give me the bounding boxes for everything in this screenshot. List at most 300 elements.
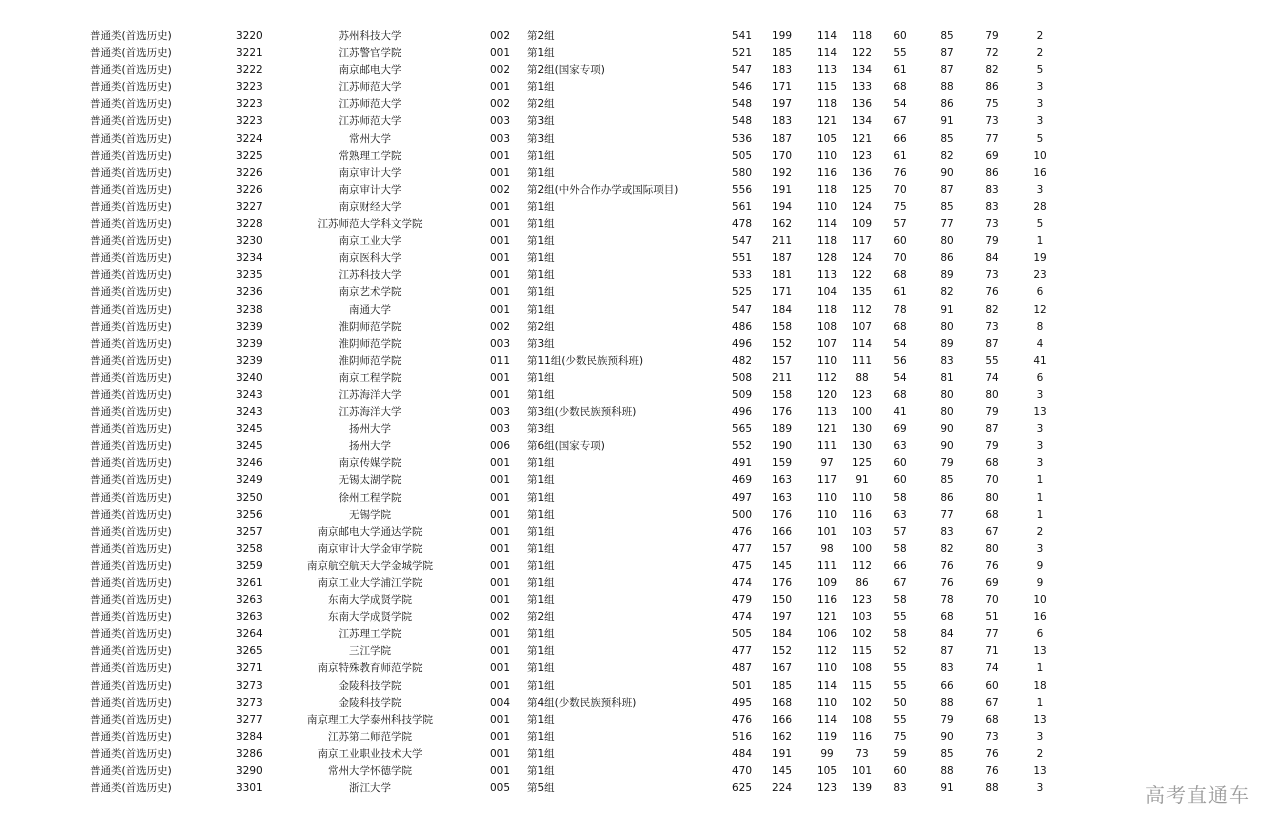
table-cell: 001: [490, 200, 511, 213]
table-cell: 541: [732, 30, 753, 42]
table-cell: 61: [893, 286, 907, 299]
table-cell: 3249: [236, 474, 263, 487]
table-cell: 80: [940, 388, 954, 401]
table-cell: 3277: [236, 713, 263, 726]
table-row: [0, 62, 1280, 79]
table-row: [0, 421, 1280, 438]
table-cell: 5: [1036, 132, 1044, 145]
table-cell: 3223: [236, 115, 263, 128]
table-cell: 110: [816, 200, 838, 213]
table-cell: 115: [851, 679, 873, 692]
table-row: [0, 592, 1280, 609]
table-cell: 71: [985, 645, 999, 658]
table-cell: 547: [732, 64, 753, 77]
table-row: [0, 455, 1280, 472]
table-cell: 108: [851, 662, 873, 675]
table-cell: 普通类(首选历史): [90, 474, 172, 487]
table-cell: 第2组: [527, 30, 555, 42]
table-cell: 67: [985, 696, 999, 709]
table-cell: 73: [985, 115, 999, 128]
table-cell: 86: [985, 81, 999, 94]
table-cell: 3: [1036, 388, 1044, 401]
table-cell: 001: [490, 81, 511, 94]
table-row: [0, 96, 1280, 113]
table-cell: 3225: [236, 149, 263, 162]
table-cell: 001: [490, 218, 511, 231]
table-cell: 3273: [236, 679, 263, 692]
table-cell: 普通类(首选历史): [90, 440, 172, 453]
table-cell: 57: [893, 218, 907, 231]
table-cell: 第1组: [527, 747, 555, 760]
table-cell: 3257: [236, 525, 263, 538]
table-row: [0, 182, 1280, 199]
table-cell: 79: [985, 440, 999, 453]
table-cell: 61: [893, 64, 907, 77]
table-cell: 006: [490, 440, 511, 453]
table-cell: 56: [893, 354, 907, 367]
table-cell: 28: [1033, 200, 1047, 213]
table-cell: 197: [771, 611, 793, 624]
table-cell: 南京工业大学浦江学院: [317, 577, 423, 589]
table-cell: 83: [940, 354, 954, 367]
table-cell: 普通类(首选历史): [90, 713, 172, 726]
table-cell: 普通类(首选历史): [90, 645, 172, 658]
table-cell: 第1组: [527, 713, 555, 726]
table-cell: 3236: [236, 286, 263, 299]
table-cell: 68: [893, 388, 907, 401]
table-cell: 第1组: [527, 594, 555, 607]
table-cell: 002: [490, 320, 511, 333]
table-cell: 109: [851, 218, 873, 231]
table-cell: 66: [893, 559, 907, 572]
table-cell: 第2组: [527, 320, 555, 333]
table-row: [0, 250, 1280, 267]
table-cell: 南通大学: [349, 303, 391, 316]
table-cell: 13: [1033, 406, 1047, 419]
table-cell: 3: [1036, 98, 1044, 111]
table-cell: 普通类(首选历史): [90, 115, 172, 128]
table-row: [0, 28, 1280, 45]
table-cell: 普通类(首选历史): [90, 252, 172, 265]
table-cell: 第1组: [527, 508, 555, 521]
table-cell: 110: [816, 696, 838, 709]
table-cell: 121: [816, 423, 838, 436]
table-cell: 69: [985, 149, 999, 162]
table-cell: 103: [851, 525, 873, 538]
table-cell: 001: [490, 645, 511, 658]
table-cell: 常州大学怀德学院: [328, 765, 412, 778]
table-cell: 001: [490, 508, 511, 521]
table-row: [0, 148, 1280, 165]
table-cell: 南京理工大学泰州科技学院: [307, 713, 433, 726]
table-cell: 第1组: [527, 474, 555, 487]
table-cell: 江苏师范大学科文学院: [317, 218, 423, 231]
table-cell: 122: [851, 269, 873, 282]
table-cell: 南京特殊教育师范学院: [317, 662, 423, 675]
table-cell: 55: [893, 611, 907, 624]
table-cell: 477: [732, 542, 753, 555]
table-cell: 第3组(少数民族预科班): [527, 406, 637, 419]
table-cell: 第1组: [527, 200, 555, 213]
table-cell: 82: [940, 286, 954, 299]
table-cell: 110: [816, 662, 838, 675]
table-cell: 110: [816, 508, 838, 521]
table-cell: 6: [1036, 628, 1044, 641]
table-cell: 67: [893, 577, 907, 589]
table-cell: 88: [940, 81, 954, 94]
table-cell: 552: [732, 440, 753, 453]
table-cell: 70: [985, 594, 999, 607]
table-cell: 136: [851, 98, 873, 111]
table-cell: 185: [771, 47, 793, 60]
table-cell: 478: [732, 218, 753, 231]
table-cell: 南京工业职业技术大学: [317, 747, 423, 760]
table-cell: 114: [816, 218, 838, 231]
table-cell: 浙江大学: [349, 782, 391, 795]
table-cell: 484: [732, 747, 753, 760]
table-cell: 474: [732, 577, 753, 589]
table-cell: 63: [893, 440, 907, 453]
table-cell: 3: [1036, 542, 1044, 555]
table-cell: 003: [490, 423, 511, 436]
table-cell: 525: [732, 286, 753, 299]
table-cell: 普通类(首选历史): [90, 406, 172, 419]
table-row: [0, 558, 1280, 575]
table-cell: 普通类(首选历史): [90, 491, 172, 504]
table-cell: 南京邮电大学通达学院: [317, 525, 423, 538]
table-cell: 3220: [236, 30, 263, 42]
table-cell: 普通类(首选历史): [90, 269, 172, 282]
table-cell: 001: [490, 235, 511, 248]
table-cell: 533: [732, 269, 753, 282]
table-cell: 1: [1036, 235, 1044, 248]
table-cell: 6: [1036, 371, 1044, 384]
table-cell: 88: [940, 765, 954, 778]
table-cell: 68: [940, 611, 954, 624]
table-cell: 3290: [236, 765, 263, 778]
table-cell: 82: [940, 149, 954, 162]
table-cell: 普通类(首选历史): [90, 47, 172, 60]
table-cell: 118: [816, 235, 838, 248]
table-cell: 普通类(首选历史): [90, 594, 172, 607]
table-row: [0, 319, 1280, 336]
table-cell: 107: [816, 337, 838, 350]
table-cell: 108: [851, 713, 873, 726]
table-cell: 金陵科技学院: [338, 679, 402, 692]
table-cell: 3: [1036, 440, 1044, 453]
table-cell: 60: [893, 474, 907, 487]
table-cell: 普通类(首选历史): [90, 81, 172, 94]
table-cell: 011: [490, 354, 511, 367]
table-cell: 86: [940, 252, 954, 265]
table-cell: 87: [940, 64, 954, 77]
table-cell: 211: [771, 371, 793, 384]
table-cell: 192: [771, 166, 793, 179]
table-cell: 3256: [236, 508, 263, 521]
table-row: [0, 370, 1280, 387]
table-cell: 166: [771, 525, 793, 538]
table-cell: 3246: [236, 457, 263, 470]
table-cell: 南京审计大学: [338, 183, 402, 196]
table-cell: 112: [816, 645, 838, 658]
table-cell: 第1组: [527, 679, 555, 692]
table-cell: 001: [490, 525, 511, 538]
table-cell: 第1组: [527, 491, 555, 504]
table-cell: 121: [816, 115, 838, 128]
table-cell: 5: [1036, 218, 1044, 231]
table-cell: 479: [732, 594, 753, 607]
table-row: [0, 199, 1280, 216]
table-cell: 86: [940, 98, 954, 111]
table-cell: 112: [816, 371, 838, 384]
table-cell: 580: [732, 166, 753, 179]
table-cell: 171: [771, 81, 793, 94]
table-cell: 75: [893, 200, 907, 213]
table-cell: 扬州大学: [349, 440, 391, 453]
table-cell: 66: [893, 132, 907, 145]
table-cell: 第1组: [527, 235, 555, 248]
table-row: [0, 438, 1280, 455]
table-cell: 3238: [236, 303, 263, 316]
table-cell: 001: [490, 542, 511, 555]
table-cell: 3273: [236, 696, 263, 709]
table-cell: 普通类(首选历史): [90, 662, 172, 675]
table-cell: 普通类(首选历史): [90, 525, 172, 538]
table-cell: 90: [940, 440, 954, 453]
table-cell: 第1组: [527, 166, 555, 179]
table-cell: 79: [940, 713, 954, 726]
table-cell: 105: [816, 132, 838, 145]
table-cell: 普通类(首选历史): [90, 782, 172, 795]
table-cell: 70: [893, 252, 907, 265]
table-cell: 3243: [236, 406, 263, 419]
table-cell: 114: [816, 713, 838, 726]
table-cell: 158: [771, 388, 793, 401]
table-cell: 普通类(首选历史): [90, 371, 172, 384]
table-cell: 85: [940, 200, 954, 213]
table-cell: 505: [732, 149, 753, 162]
table-cell: 3263: [236, 594, 263, 607]
table-cell: 117: [851, 235, 873, 248]
table-cell: 3271: [236, 662, 263, 675]
table-cell: 第1组: [527, 371, 555, 384]
table-cell: 158: [771, 320, 793, 333]
table-cell: 79: [985, 30, 999, 42]
table-cell: 52: [893, 645, 907, 658]
table-cell: 72: [985, 47, 999, 60]
table-row: [0, 678, 1280, 695]
table-row: [0, 165, 1280, 182]
table-cell: 江苏理工学院: [338, 628, 402, 641]
table-cell: 60: [893, 30, 907, 42]
table-cell: 123: [816, 782, 838, 795]
table-cell: 淮阴师范学院: [338, 320, 402, 333]
table-cell: 117: [816, 474, 838, 487]
table-cell: 8: [1036, 320, 1044, 333]
table-cell: 001: [490, 577, 511, 589]
table-cell: 80: [940, 406, 954, 419]
table-cell: 91: [940, 115, 954, 128]
table-cell: 114: [851, 337, 873, 350]
table-cell: 003: [490, 406, 511, 419]
table-cell: 114: [816, 47, 838, 60]
table-cell: 68: [893, 81, 907, 94]
table-cell: 86: [855, 577, 869, 589]
table-cell: 第2组: [527, 98, 555, 111]
table-cell: 3261: [236, 577, 263, 589]
table-cell: 76: [893, 166, 907, 179]
table-cell: 516: [732, 730, 753, 743]
table-cell: 55: [893, 713, 907, 726]
table-cell: 123: [851, 594, 873, 607]
table-cell: 80: [985, 491, 999, 504]
table-cell: 南京航空航天大学金城学院: [307, 559, 433, 572]
table-cell: 501: [732, 679, 753, 692]
table-cell: 13: [1033, 713, 1047, 726]
table-cell: 淮阴师范学院: [338, 354, 402, 367]
table-cell: 508: [732, 371, 753, 384]
table-cell: 84: [940, 628, 954, 641]
table-cell: 565: [732, 423, 753, 436]
table-cell: 163: [771, 474, 793, 487]
table-cell: 001: [490, 457, 511, 470]
table-cell: 115: [851, 645, 873, 658]
table-cell: 6: [1036, 286, 1044, 299]
table-cell: 124: [851, 200, 873, 213]
table-cell: 第2组(国家专项): [527, 64, 605, 77]
table-cell: 118: [816, 183, 838, 196]
table-cell: 75: [893, 730, 907, 743]
table-cell: 78: [893, 303, 907, 316]
table-cell: 497: [732, 491, 753, 504]
table-cell: 116: [851, 730, 873, 743]
table-cell: 199: [771, 30, 793, 42]
table-cell: 东南大学成贤学院: [328, 611, 412, 624]
table-cell: 3228: [236, 218, 263, 231]
table-cell: 134: [851, 64, 873, 77]
table-cell: 3230: [236, 235, 263, 248]
table-cell: 108: [816, 320, 838, 333]
table-cell: 普通类(首选历史): [90, 730, 172, 743]
table-cell: 003: [490, 115, 511, 128]
table-cell: 80: [940, 235, 954, 248]
table-cell: 3301: [236, 782, 263, 795]
table-cell: 176: [771, 577, 793, 589]
table-cell: 普通类(首选历史): [90, 183, 172, 196]
table-cell: 67: [985, 525, 999, 538]
table-row: [0, 284, 1280, 301]
table-cell: 73: [985, 320, 999, 333]
table-cell: 13: [1033, 765, 1047, 778]
table-cell: 66: [940, 679, 954, 692]
table-cell: 83: [985, 183, 999, 196]
table-cell: 476: [732, 525, 753, 538]
score-table: [0, 28, 1280, 797]
table-cell: 第1组: [527, 218, 555, 231]
table-cell: 1: [1036, 474, 1044, 487]
table-cell: 124: [851, 252, 873, 265]
table-cell: 普通类(首选历史): [90, 696, 172, 709]
table-cell: 001: [490, 149, 511, 162]
table-cell: 001: [490, 747, 511, 760]
table-cell: 100: [851, 542, 873, 555]
table-cell: 496: [732, 406, 753, 419]
table-cell: 60: [893, 235, 907, 248]
table-cell: 145: [771, 765, 793, 778]
table-cell: 184: [771, 628, 793, 641]
table-cell: 73: [985, 218, 999, 231]
table-row: [0, 575, 1280, 592]
table-cell: 118: [816, 303, 838, 316]
table-cell: 58: [893, 542, 907, 555]
table-row: [0, 336, 1280, 353]
table-cell: 第3组: [527, 132, 555, 145]
table-cell: 134: [851, 115, 873, 128]
table-cell: 509: [732, 388, 753, 401]
table-cell: 145: [771, 559, 793, 572]
table-cell: 普通类(首选历史): [90, 235, 172, 248]
table-cell: 第2组: [527, 611, 555, 624]
table-cell: 152: [771, 337, 793, 350]
table-cell: 111: [816, 559, 838, 572]
table-cell: 487: [732, 662, 753, 675]
table-cell: 3250: [236, 491, 263, 504]
table-cell: 87: [940, 47, 954, 60]
table-cell: 482: [732, 354, 753, 367]
table-cell: 68: [985, 457, 999, 470]
table-cell: 55: [893, 662, 907, 675]
table-cell: 南京医科大学: [338, 252, 402, 265]
table-cell: 第1组: [527, 388, 555, 401]
table-cell: 普通类(首选历史): [90, 457, 172, 470]
table-cell: 12: [1033, 303, 1047, 316]
table-cell: 3264: [236, 628, 263, 641]
table-cell: 54: [893, 337, 907, 350]
table-cell: 3221: [236, 47, 263, 60]
table-cell: 2: [1036, 747, 1044, 760]
table-cell: 2: [1036, 30, 1044, 42]
table-cell: 002: [490, 30, 511, 42]
table-cell: 3286: [236, 747, 263, 760]
table-cell: 77: [985, 132, 999, 145]
table-cell: 68: [893, 269, 907, 282]
table-cell: 南京财经大学: [338, 200, 402, 213]
table-cell: 119: [816, 730, 838, 743]
table-cell: 88: [855, 371, 869, 384]
table-cell: 普通类(首选历史): [90, 218, 172, 231]
table-cell: 16: [1033, 611, 1047, 624]
table-cell: 001: [490, 559, 511, 572]
table-cell: 3: [1036, 115, 1044, 128]
table-cell: 55: [893, 47, 907, 60]
table-row: [0, 472, 1280, 489]
table-cell: 191: [771, 747, 793, 760]
table-cell: 001: [490, 594, 511, 607]
table-row: [0, 233, 1280, 250]
table-cell: 第3组: [527, 337, 555, 350]
table-cell: 3226: [236, 166, 263, 179]
table-cell: 88: [985, 782, 999, 795]
table-cell: 130: [851, 423, 873, 436]
table-cell: 123: [851, 388, 873, 401]
table-cell: 118: [816, 98, 838, 111]
table-cell: 168: [771, 696, 793, 709]
table-cell: 第1组: [527, 252, 555, 265]
table-cell: 118: [851, 30, 873, 42]
table-cell: 102: [851, 628, 873, 641]
table-cell: 85: [940, 747, 954, 760]
table-cell: 57: [893, 525, 907, 538]
